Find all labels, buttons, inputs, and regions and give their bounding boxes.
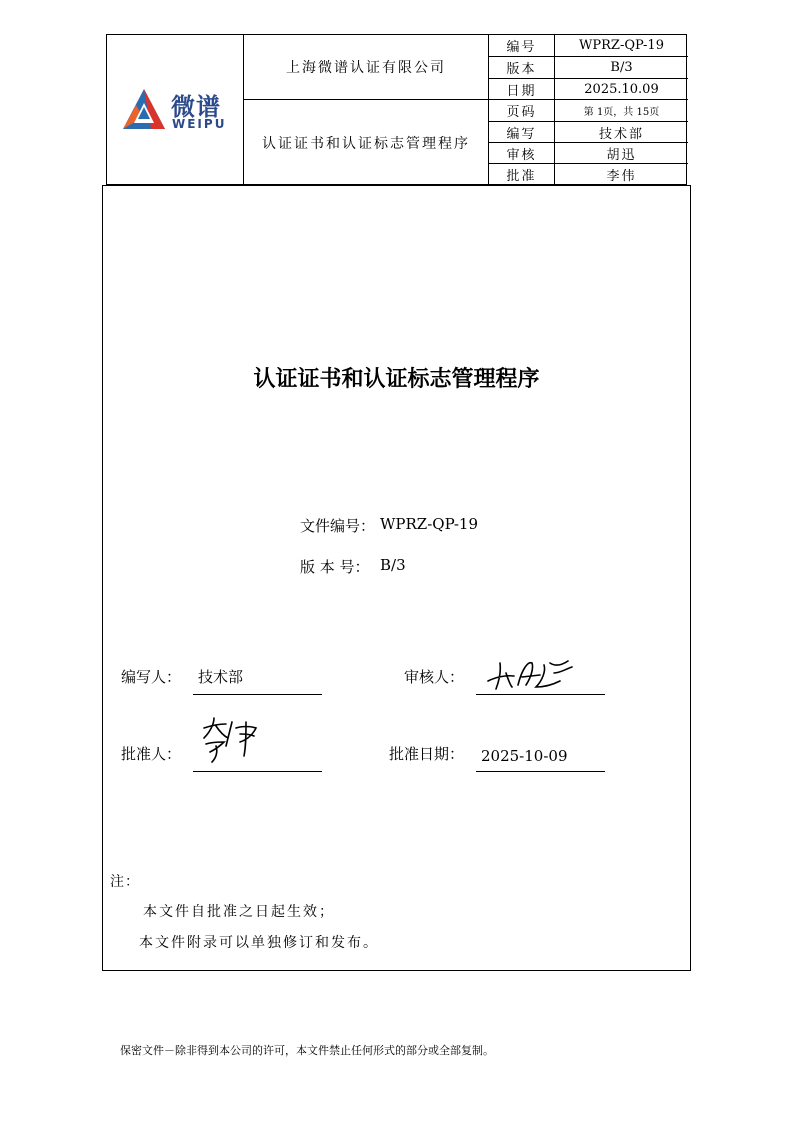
field-value: 技术部 (598, 126, 644, 142)
header-table (106, 34, 687, 185)
reviewer-signature (484, 655, 580, 695)
field-label: 编号 (506, 40, 537, 55)
logo-text-en: WEIPU (172, 117, 227, 131)
file-no-value: WPRZ-QP-19 (380, 515, 479, 533)
approve-date-underline (476, 771, 605, 772)
note-line: 本文件附录可以单独修订和发布。 (139, 935, 379, 951)
field-label: 审核 (506, 147, 537, 163)
logo-text-cn: 微谱 (171, 93, 221, 121)
author-underline (193, 694, 322, 695)
document-name: 认证证书和认证标志管理程序 (262, 135, 470, 152)
version-label: 版 本 号： (300, 558, 370, 576)
file-no-label: 文件编号： (300, 517, 376, 535)
field-label: 版本 (506, 62, 537, 77)
field-value: 第 1页，共 15页 (583, 107, 660, 118)
field-label: 日期 (506, 83, 537, 99)
field-value: WPRZ-QP-19 (579, 38, 664, 53)
approve-date-value: 2025-10-09 (481, 747, 568, 765)
version-value: B/3 (380, 556, 406, 574)
field-label: 编写 (506, 126, 537, 142)
notes-label: 注： (110, 874, 140, 890)
page-title: 认证证书和认证标志管理程序 (253, 367, 540, 392)
reviewer-underline (476, 694, 605, 695)
approver-signature (196, 716, 262, 764)
logo-mark-icon (121, 87, 167, 133)
author-value: 技术部 (198, 668, 244, 686)
reviewer-label: 审核人： (404, 668, 465, 686)
field-label: 页码 (506, 105, 537, 120)
field-value: 李伟 (606, 169, 637, 184)
company-logo (121, 87, 231, 137)
note-line: 本文件自批准之日起生效； (143, 904, 335, 920)
field-value: B/3 (610, 60, 633, 75)
cover-frame (102, 185, 691, 971)
approve-date-label: 批准日期： (389, 745, 465, 763)
approver-underline (193, 771, 322, 772)
author-label: 编写人： (121, 668, 182, 686)
footer-confidential: 保密文件－除非得到本公司的许可，本文件禁止任何形式的部分或全部复制。 (120, 1044, 494, 1057)
field-value: 胡迅 (606, 147, 637, 163)
company-name: 上海微谱认证有限公司 (286, 60, 446, 76)
field-label: 批准 (506, 169, 537, 184)
approver-label: 批准人： (121, 745, 182, 763)
field-value: 2025.10.09 (584, 81, 659, 97)
